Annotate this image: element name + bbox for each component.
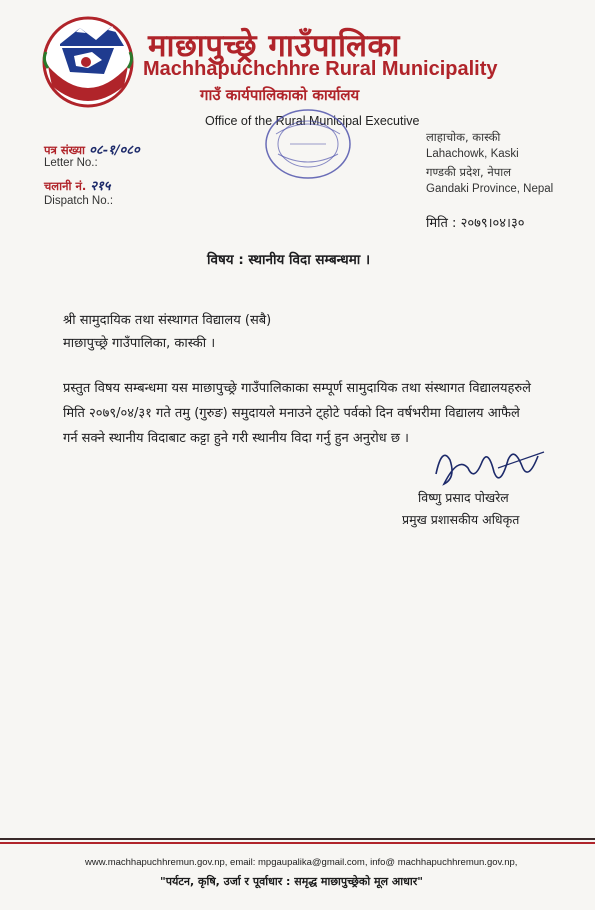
- signatory-title: प्रमुख प्रशासकीय अधिकृत: [402, 512, 520, 527]
- dispatch-number-row: [44, 176, 111, 194]
- body-line-3: गर्न सक्ने स्थानीय विदाबाट कट्टा हुने गरी स्थानीय विदा गर्नु हुन अनुरोध छ ।: [63, 431, 409, 446]
- handwritten-signature: [428, 438, 548, 494]
- province-english: Gandaki Province, Nepal: [426, 183, 554, 195]
- office-seal-stamp: [262, 104, 354, 184]
- dispatch-number-label-english: Dispatch No.:: [44, 195, 114, 207]
- municipality-name-english: Machhapuchchhre Rural Municipality: [143, 58, 498, 80]
- letter-number-label-nepali: पत्र संख्या: [44, 143, 86, 157]
- dispatch-number-value: २१५: [90, 179, 111, 194]
- footer-rule-red: [0, 842, 595, 844]
- footer-contacts: www.machhapuchhremun.gov.np, email: mpgaupalika@gmail.com, info@ machhapuchhremun.gov.np,: [85, 857, 518, 868]
- footer-rule-dark: [0, 838, 595, 840]
- office-name-english: Office of the Rural Municipal Executive: [205, 114, 420, 128]
- municipality-emblem-icon: [40, 12, 136, 108]
- letter-number-label-english: Letter No.:: [44, 157, 98, 169]
- signatory-name: विष्णु प्रसाद पोखरेल: [418, 490, 509, 505]
- addressee-line-2: माछापुच्छ्रे गाउँपालिका, कास्की ।: [63, 336, 216, 351]
- letter-number-row: [44, 140, 140, 158]
- municipality-name-nepali: माछापुच्छ्रे गाउँपालिका: [148, 28, 400, 64]
- province-nepali: गण्डकी प्रदेश, नेपाल: [426, 165, 512, 179]
- letter-date: मिति : २०७९।०४।३०: [426, 216, 525, 231]
- dispatch-number-label-nepali: चलानी नं.: [44, 179, 87, 193]
- letter-number-value: ०८-१/०८०: [89, 143, 140, 158]
- body-line-1: प्रस्तुत विषय सम्बन्धमा यस माछापुच्छ्रे गाउँपालिकाका सम्पूर्ण सामुदायिक तथा संस्थागत विद्यालयहरुले: [63, 381, 531, 396]
- footer-slogan: "पर्यटन, कृषि, उर्जा र पूर्वाधार : समृद्ध माछापुच्छ्रेको मूल आधार": [160, 875, 423, 888]
- location-english: Lahachowk, Kaski: [426, 148, 519, 160]
- addressee-line-1: श्री सामुदायिक तथा संस्थागत विद्यालय (सबै): [63, 313, 272, 328]
- office-name-nepali: गाउँ कार्यपालिकाको कार्यालय: [200, 86, 360, 104]
- body-line-2: मिति २०७९/०४/३१ गते तमु (गुरुङ) समुदायले मनाउने ट्होटे पर्वको दिन वर्षभरीमा विद्यालय आफैले: [63, 406, 520, 421]
- letter-subject: विषय : स्थानीय विदा सम्बन्धमा ।: [207, 252, 371, 268]
- location-nepali: लाहाचोक, कास्की: [426, 130, 501, 144]
